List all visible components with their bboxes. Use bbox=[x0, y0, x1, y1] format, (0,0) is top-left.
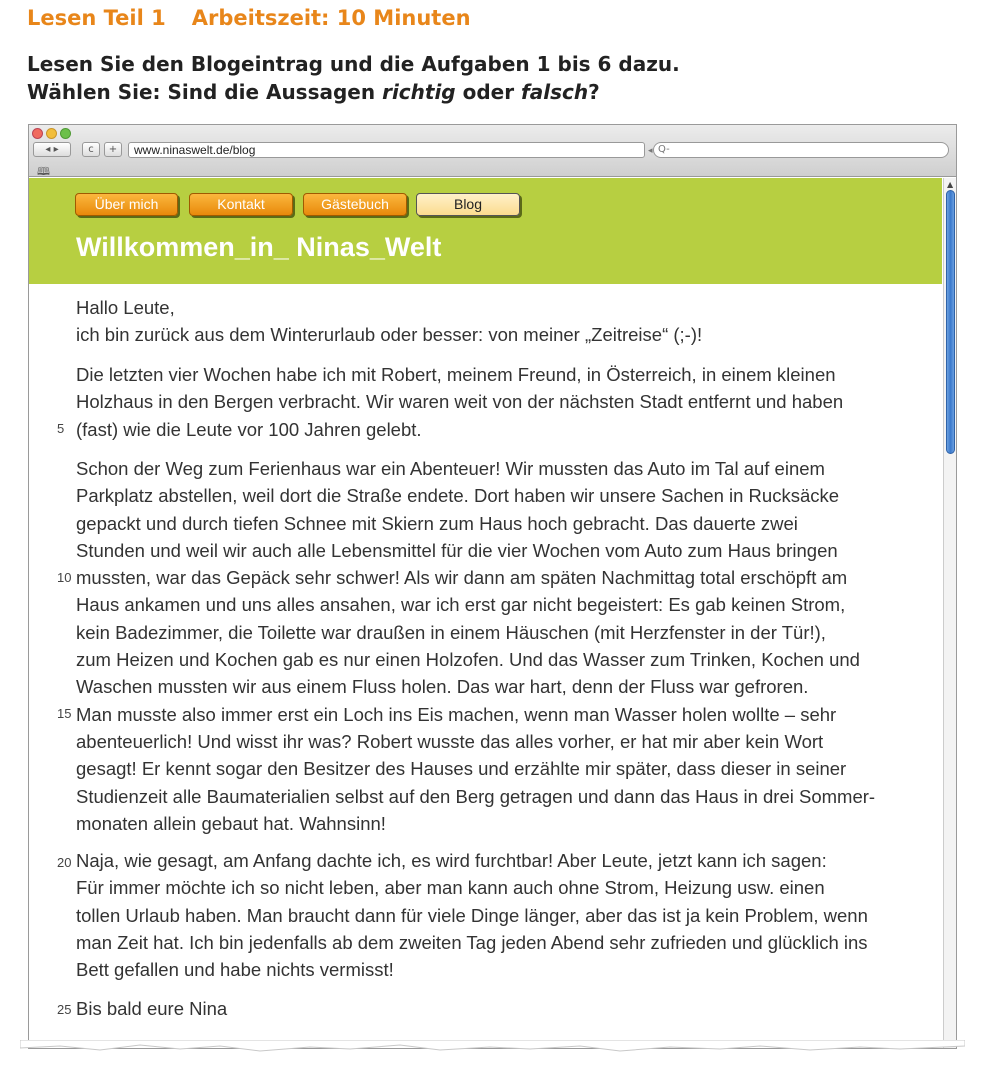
text-line: Bis bald eure Nina bbox=[76, 998, 228, 1019]
line-number: 20 bbox=[57, 855, 72, 870]
line-number: 5 bbox=[57, 421, 65, 436]
text-line: gepackt und durch tiefen Schnee mit Skiern zum Haus hoch gebracht. Das dauerte zwei bbox=[76, 512, 798, 534]
text-line: monaten allein gebaut hat. Wahnsinn! bbox=[76, 812, 386, 834]
browser-toolbar bbox=[29, 125, 956, 177]
text-line: mussten, war das Gepäck sehr schwer! Als wir dann am späten Nachmittag total erschöpft am bbox=[76, 567, 848, 589]
text-line: ich bin zurück aus dem Winterurlaub oder besser: von meiner „Zeitreise“ (;-)! bbox=[76, 324, 703, 346]
text-line: Für immer möchte ich so nicht leben, aber man kann auch ohne Strom, Heizung usw. einen bbox=[76, 877, 825, 899]
blog-paragraph-2 bbox=[76, 361, 843, 443]
site-title: Willkommen_in_ Ninas_Welt bbox=[76, 232, 442, 262]
text-line: Holzhaus in den Bergen verbracht. Wir waren weit von der nächsten Stadt entfernt und haben bbox=[76, 391, 844, 413]
close-window-icon[interactable] bbox=[32, 128, 43, 139]
nav-tab-kontakt[interactable]: Kontakt bbox=[189, 193, 293, 216]
scroll-thumb[interactable] bbox=[946, 190, 955, 454]
line-number: 25 bbox=[57, 1002, 72, 1017]
text-line: kein Badezimmer, die Toilette war draußen in einem Häuschen (mit Herzfenster in der Tür!), bbox=[76, 621, 826, 643]
text-line: Hallo Leute, bbox=[76, 297, 175, 318]
rss-icon[interactable]: ◂ bbox=[648, 146, 653, 156]
vertical-scrollbar[interactable] bbox=[943, 178, 957, 1049]
text-line: zum Heizen und Kochen gab es nur einen Holzofen. Und das Wasser zum Trinken, Kochen und bbox=[76, 649, 860, 671]
scroll-up-icon[interactable]: ▲ bbox=[947, 180, 954, 189]
blog-paragraph-5 bbox=[76, 995, 227, 1022]
text-line: Schon der Weg zum Ferienhaus war ein Abenteuer! Wir mussten das Auto im Tal auf einem bbox=[76, 458, 825, 479]
blog-paragraph-4 bbox=[76, 847, 868, 983]
nav-tab-gaestebuch[interactable]: Gästebuch bbox=[303, 193, 407, 216]
address-bar[interactable]: www.ninaswelt.de/blog bbox=[128, 142, 645, 158]
search-field[interactable]: Q- bbox=[653, 142, 949, 158]
instruction-text: ? bbox=[588, 80, 600, 104]
blog-paragraph-1 bbox=[76, 294, 702, 349]
text-line: Man musste also immer erst ein Loch ins Eis machen, wenn man Wasser holen wollte – sehr bbox=[76, 703, 837, 725]
text-line: Haus ankamen und uns alles ansahen, war ich erst gar nicht begeistert: Es gab keinen Strom, bbox=[76, 594, 846, 616]
task-part: Lesen Teil 1 bbox=[27, 6, 166, 30]
text-line: man Zeit hat. Ich bin jedenfalls ab dem zweiten Tag jeden Abend sehr zufrieden und glücklich ins bbox=[76, 931, 868, 953]
nav-tab-blog[interactable]: Blog bbox=[416, 193, 520, 216]
task-header bbox=[27, 6, 471, 30]
instruction-richtig: richtig bbox=[382, 80, 456, 104]
torn-edge bbox=[20, 1040, 965, 1060]
add-bookmark-button[interactable]: + bbox=[104, 142, 122, 157]
text-line: Bett gefallen und habe nichts vermisst! bbox=[76, 959, 394, 981]
line-number: 15 bbox=[57, 706, 72, 721]
instruction-text: Wählen Sie: Sind die Aussagen bbox=[27, 80, 383, 104]
book-icon[interactable]: 🕮 bbox=[37, 165, 50, 178]
text-line: Die letzten vier Wochen habe ich mit Robert, meinem Freund, in Österreich, in einem kleinen bbox=[76, 364, 836, 385]
task-time: Arbeitszeit: 10 Minuten bbox=[191, 6, 471, 30]
back-forward-button[interactable]: ◂ ▸ bbox=[33, 142, 71, 157]
text-line: (fast) wie die Leute vor 100 Jahren gelebt. bbox=[76, 418, 422, 440]
zoom-window-icon[interactable] bbox=[60, 128, 71, 139]
text-line: Waschen mussten wir aus einem Fluss holen. Das war hart, denn der Fluss war gefroren. bbox=[76, 676, 809, 698]
text-line: Parkplatz abstellen, weil dort die Straße endete. Dort haben wir unsere Sachen in Rucksäcke bbox=[76, 485, 840, 507]
reload-button[interactable]: c bbox=[82, 142, 100, 157]
instruction-falsch: falsch bbox=[521, 80, 589, 104]
nav-tab-ueber-mich[interactable]: Über mich bbox=[75, 193, 178, 216]
text-line: tollen Urlaub haben. Man braucht dann für viele Dinge länger, aber das ist ja kein Problem, wenn bbox=[76, 904, 868, 926]
site-banner bbox=[29, 178, 942, 284]
text-line: Stunden und weil wir auch alle Lebensmittel für die vier Wochen vom Auto zum Haus bringen bbox=[76, 539, 838, 561]
instruction-text: oder bbox=[455, 80, 522, 104]
instruction-line-2 bbox=[27, 80, 600, 104]
text-line: Naja, wie gesagt, am Anfang dachte ich, es wird furchtbar! Aber Leute, jetzt kann ich sagen: bbox=[76, 850, 827, 871]
text-line: gesagt! Er kennt sogar den Besitzer des Hauses und erzählte mir später, dass dieser in seiner bbox=[76, 758, 847, 780]
instruction-line-1: Lesen Sie den Blogeintrag und die Aufgaben 1 bis 6 dazu. bbox=[27, 52, 680, 76]
line-number: 10 bbox=[57, 570, 72, 585]
text-line: abenteuerlich! Und wisst ihr was? Robert wusste das alles vorher, er hat mir aber kein Wort bbox=[76, 730, 824, 752]
minimize-window-icon[interactable] bbox=[46, 128, 57, 139]
blog-paragraph-3 bbox=[76, 455, 875, 837]
text-line: Studienzeit alle Baumaterialien selbst auf den Berg getragen und dann das Haus in drei Sommer- bbox=[76, 785, 876, 807]
